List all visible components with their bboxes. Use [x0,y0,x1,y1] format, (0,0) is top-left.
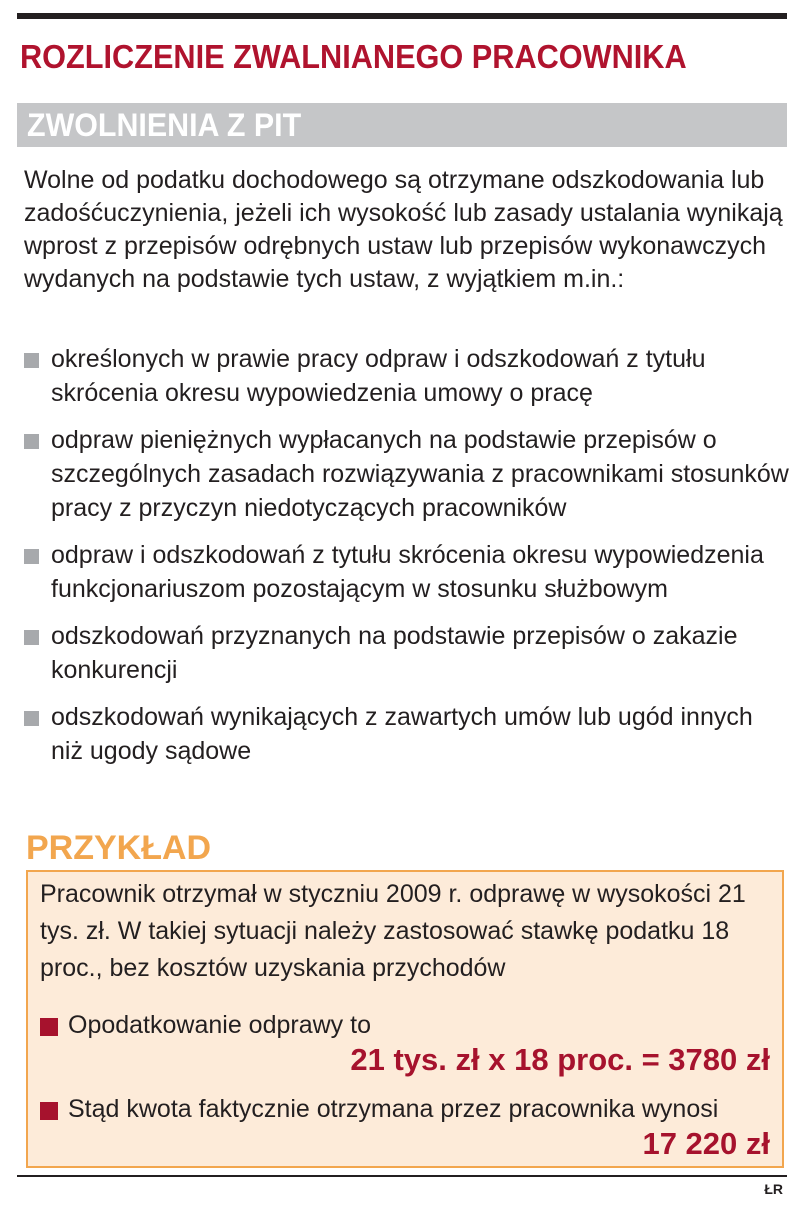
calculation-label: Stąd kwota faktycznie otrzymana przez pracownika wynosi [68,1095,719,1123]
calculation-item [40,1092,800,1126]
intro-paragraph: Wolne od podatku dochodowego są otrzymane odszkodowania lub zadośćuczynienia, jeżeli ich wysokość lub zasady ustalania wynikają wprost z przepisów odrębnych ustaw lub przepisów wykonawczych wydanych na podstawie tych ustaw, z wyjątkiem m.in.: [24,166,783,293]
example-box [26,870,784,1168]
bottom-divider [17,1175,787,1177]
calculation-result: 21 tys. zł x 18 proc. = 3780 zł [350,1042,770,1077]
calculation-result: 17 220 zł [642,1126,770,1161]
example-text: Pracownik otrzymał w styczniu 2009 r. odprawę w wysokości 21 tys. zł. W takiej sytuacji należy zastosować stawkę podatku 18 proc., bez kosztów uzyskania przychodów [40,880,746,982]
square-bullet-icon [24,630,39,645]
source-credit: ŁR [764,1181,783,1197]
list-item [24,423,789,525]
calculation-label: Opodatkowanie odprawy to [68,1011,371,1039]
square-bullet-icon [40,1102,58,1120]
list-item-text: odpraw i odszkodowań z tytułu skrócenia okresu wypowiedzenia funkcjonariuszom pozostającym w stosunku służbowym [51,541,764,603]
section-header-bar [17,103,787,147]
calculation-item [40,1008,800,1042]
list-item-text: określonych w prawie pracy odpraw i odszkodowań z tytułu skrócenia okresu wypowiedzenia umowy o pracę [51,345,706,407]
list-item [24,700,789,768]
exceptions-list [24,342,789,781]
square-bullet-icon [24,434,39,449]
top-divider [17,13,787,19]
list-item [24,619,789,687]
list-item [24,538,789,606]
list-item-text: odpraw pieniężnych wypłacanych na podstawie przepisów o szczególnych zasadach rozwiązywania z pracownikami stosunków pracy z przyczyn niedotyczących pracowników [51,426,789,522]
square-bullet-icon [40,1018,58,1036]
list-item [24,342,789,410]
section-title: ZWOLNIENIA Z PIT [27,107,302,143]
square-bullet-icon [24,711,39,726]
square-bullet-icon [24,549,39,564]
page-title: ROZLICZENIE ZWALNIANEGO PRACOWNIKA [20,38,687,75]
list-item-text: odszkodowań wynikających z zawartych umów lub ugód innych niż ugody sądowe [51,703,753,765]
example-title: PRZYKŁAD [26,829,212,867]
list-item-text: odszkodowań przyznanych na podstawie przepisów o zakazie konkurencji [51,622,738,684]
square-bullet-icon [24,353,39,368]
